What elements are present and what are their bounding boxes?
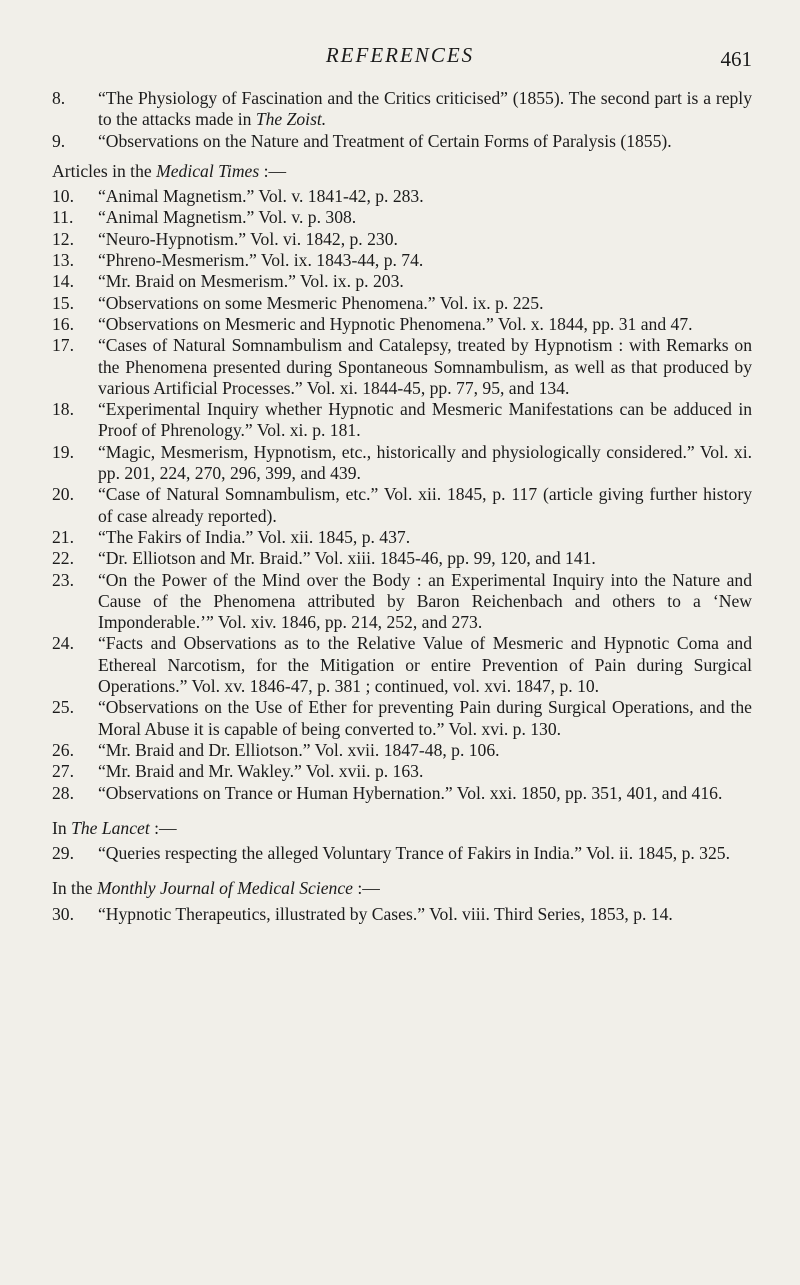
reference-text: “The Fakirs of India.” Vol. xii. 1845, p. 437. [98,526,411,547]
reference-number: 19. [52,441,74,462]
reference-number: 29. [52,843,74,864]
reference-number: 17. [52,335,74,356]
reference-text: “Observations on the Nature and Treatment of Certain Forms of Paralysis (1855). [98,130,672,151]
reference-number: 11. [52,207,74,228]
reference-number: 27. [52,761,74,782]
reference-text: “Mr. Braid and Mr. Wakley.” Vol. xvii. p. 163. [98,761,424,782]
reference-entry [52,697,752,740]
reference-number: 26. [52,739,74,760]
reference-text: “Experimental Inquiry whether Hypnotic and Mesmeric Manifestations can be adduced in Proof of Phrenology.” Vol. xi. p. 181. [98,399,752,441]
reference-entry [52,314,752,335]
section-title: The Lancet [71,817,150,838]
reference-text-italic: The Zoist. [255,109,327,130]
reference-entry [52,88,752,131]
reference-text: “Animal Magnetism.” Vol. v. p. 308. [98,207,357,228]
reference-entry [52,250,752,271]
page-header [0,43,800,73]
reference-number: 10. [52,186,74,207]
reference-text: “Cases of Natural Somnambulism and Catalepsy, treated by Hypnotism : with Remarks on the Phenomena presented during Spontaneous Somnambulism, as well as that produced by various Artificial Processes.” Vol. xi. 1844-45, pp. 77, 95, and 134. [98,335,752,398]
reference-number: 18. [52,399,74,420]
section-prefix: Articles in the [52,160,157,181]
reference-entry [52,740,752,761]
reference-text: “Observations on some Mesmeric Phenomena.” Vol. ix. p. 225. [98,292,544,313]
section-heading-medical-times [52,161,752,182]
monthly-journal-references [52,904,752,925]
medical-times-references [52,186,752,804]
section-suffix: :— [149,817,177,838]
reference-number: 22. [52,548,74,569]
reference-entry [52,207,752,228]
reference-text: “Magic, Mesmerism, Hypnotism, etc., historically and physiologically considered.” Vol. xi. pp. 201, 224, 270, 296, 399, and 439. [98,441,752,484]
reference-text: “Observations on Trance or Human Hybernation.” Vol. xxi. 1850, pp. 351, 401, and 416. [98,782,723,803]
page-number: 461 [720,47,752,71]
reference-entry [52,527,752,548]
reference-text: “Mr. Braid on Mesmerism.” Vol. ix. p. 203. [98,271,404,292]
reference-number: 14. [52,271,74,292]
section-prefix: In [52,817,72,838]
reference-entry [52,335,752,399]
reference-text: “Queries respecting the alleged Voluntary Trance of Fakirs in India.” Vol. ii. 1845, p. 325. [98,843,730,864]
reference-entry [52,843,752,864]
reference-number: 23. [52,569,74,590]
section-title: Medical Times [156,160,260,181]
reference-text: “Facts and Observations as to the Relative Value of Mesmeric and Hypnotic Coma and Ethereal Narcotism, for the Mitigation or entire Prevention of Pain during Surgical Operations.” Vol. xv. 1846-47, p. 381 ; continued, vol. xvi. 1847, p. 10. [98,633,752,697]
reference-entry [52,484,752,527]
reference-text: “Mr. Braid and Dr. Elliotson.” Vol. xvii. 1847-48, p. 106. [98,739,500,760]
reference-number: 24. [52,633,74,654]
reference-entry [52,271,752,292]
reference-number: 25. [52,697,74,718]
reference-text: “Phreno-Mesmerism.” Vol. ix. 1843-44, p. 74. [98,250,424,271]
reference-text: “Dr. Elliotson and Mr. Braid.” Vol. xiii. 1845-46, pp. 99, 120, and 141. [98,548,596,569]
reference-entry [52,293,752,314]
reference-number: 9. [52,130,66,151]
reference-text: “Observations on the Use of Ether for preventing Pain during Surgical Operations, and the Moral Abuse it is capable of being converted to.” Vol. xvi. p. 130. [98,697,752,739]
reference-entry [52,399,752,442]
section-title: Monthly Journal of Medical Science [96,878,353,899]
reference-number: 28. [52,782,74,803]
reference-text: “Observations on Mesmeric and Hypnotic Phenomena.” Vol. x. 1844, pp. 31 and 47. [98,313,693,334]
reference-text-part: “The Physiology of Fascination and the Critics criticised” (1855). The second part is a reply to the attacks made in [98,88,752,130]
section-suffix: :— [352,878,380,899]
section-prefix: In the [52,878,97,899]
running-head: REFERENCES [325,43,475,67]
references-list [52,88,752,925]
reference-number: 13. [52,250,74,271]
reference-text: “Hypnotic Therapeutics, illustrated by Cases.” Vol. viii. Third Series, 1853, p. 14. [98,903,673,924]
reference-entry [52,570,752,634]
reference-entry [52,761,752,782]
reference-text: “On the Power of the Mind over the Body : an Experimental Inquiry into the Nature and Cause of the Phenomena attributed by Baron Reichenbach and others to a ‘New Imponderable.’” Vol. xiv. 1846, pp. 214, 252, and 273. [98,569,752,633]
reference-entry [52,633,752,697]
reference-entry [52,131,752,152]
reference-entry [52,783,752,804]
reference-entry [52,186,752,207]
reference-text: “Animal Magnetism.” Vol. v. 1841-42, p. 283. [98,186,424,207]
reference-text: “Case of Natural Somnambulism, etc.” Vol. xii. 1845, p. 117 (article giving further history of case already reported). [98,484,752,526]
reference-text: “Neuro-Hypnotism.” Vol. vi. 1842, p. 230. [98,228,398,249]
reference-number: 12. [52,228,74,249]
reference-entry [52,229,752,250]
reference-number: 16. [52,313,74,334]
section-heading-lancet [52,818,752,839]
reference-entry [52,548,752,569]
reference-entry [52,442,752,485]
reference-number: 15. [52,292,74,313]
reference-entry [52,904,752,925]
section-suffix: :— [259,160,287,181]
section-heading-monthly-journal [52,878,752,899]
lancet-references [52,843,752,864]
reference-number: 30. [52,903,74,924]
reference-number: 8. [52,88,66,108]
reference-number: 21. [52,526,74,547]
reference-number: 20. [52,484,74,505]
